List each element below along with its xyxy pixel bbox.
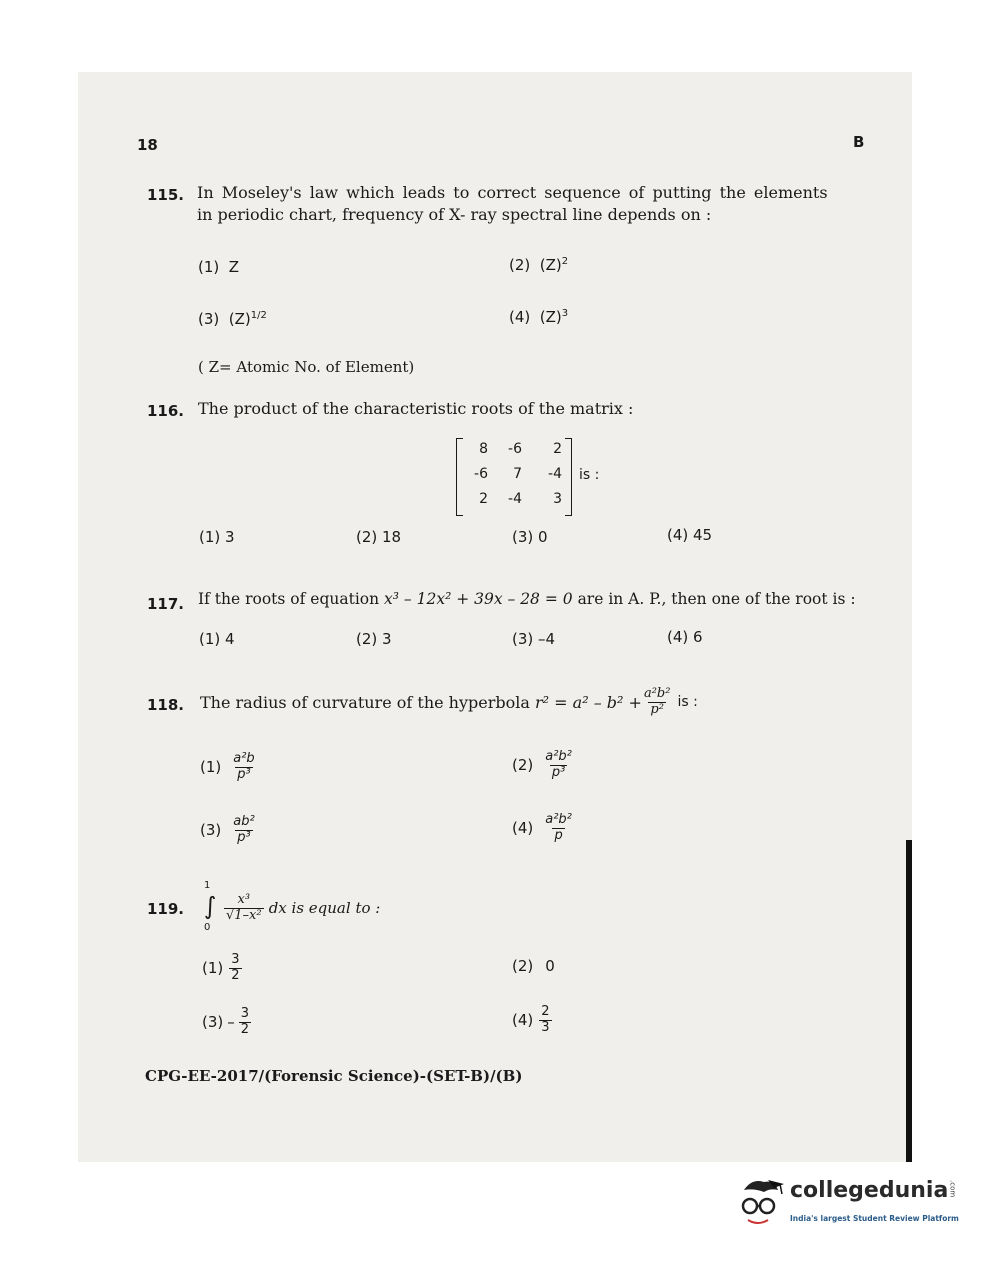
q118-option-1: (1) $\frac{\text{a²b}}{\text{p³}}$ <box>200 750 255 782</box>
q116-option-1: (1) 3 <box>199 528 235 546</box>
q117-option-2: (2) 3 <box>356 630 392 648</box>
exam-page <box>78 72 912 1162</box>
matrix-cell-2-1: -6 <box>474 466 488 482</box>
matrix-cell-1-3: 2 <box>553 441 562 457</box>
scan-edge <box>906 840 912 1162</box>
page-number: 18 <box>137 136 158 154</box>
question-number-118: 118. <box>147 696 185 714</box>
question-number-117: 117. <box>147 595 185 613</box>
matrix-right-bracket <box>565 438 572 516</box>
q118-option-3: (3) $\frac{\text{ab²}}{\text{p³}}$ <box>200 813 255 845</box>
question-117-text: If the roots of equation x³ – 12x² + 39x – 28 = 0 are in A. P., then one of the root is : <box>198 590 856 608</box>
q117-option-3: (3) –4 <box>512 630 556 648</box>
question-number-115: 115. <box>147 186 185 204</box>
footer-exam-code: CPG-EE-2017/(Forensic Science)-(SET-B)/(B) <box>145 1067 523 1085</box>
question-number-116: 116. <box>147 402 185 420</box>
q116-option-3: (3) 0 <box>512 528 548 546</box>
matrix-cell-2-3: -4 <box>548 466 562 482</box>
q115-note: ( Z= Atomic No. of Element) <box>198 358 415 376</box>
q115-option-4: (4) $(Z)^3$ <box>509 308 569 326</box>
brand-tagline: India's largest Student Review Platform <box>790 1214 959 1223</box>
question-116-text: The product of the characteristic roots of the matrix : <box>198 399 634 418</box>
question-118-text: The radius of curvature of the hyperbola r² = a² – b² + $\frac{\text{a²b²}}{\text{p²}}$ is : <box>200 685 698 717</box>
question-115-text-line2: in periodic chart, frequency of X- ray spectral line depends on : <box>197 205 712 224</box>
question-115-text-line1: In Moseley's law which leads to correct sequence of putting the elements <box>197 183 828 202</box>
q119-integrand: $\frac{\text{x³}}{\text{√1–x²}}$ dx is equal to : <box>226 891 381 923</box>
q115-option-2: (2) $(Z)^2$ <box>509 256 569 274</box>
q119-option-4: (4) $\frac{2}{3}$ <box>512 1003 550 1035</box>
q117-equation: x³ – 12x² + 39x – 28 = 0 <box>384 590 573 608</box>
matrix-cell-1-1: 8 <box>479 441 488 457</box>
q118-option-4: (4) $\frac{\text{a²b²}}{p}$ <box>512 811 572 843</box>
q119-option-1: (1) $\frac{3}{2}$ <box>202 951 240 983</box>
matrix-cell-2-2: 7 <box>513 466 522 482</box>
q115-option-3: (3) $(Z)^{1/2}$ <box>198 310 267 328</box>
q116-option-4: (4) 45 <box>667 526 713 544</box>
mascot-icon <box>734 1176 786 1228</box>
matrix-cell-1-2: -6 <box>508 441 522 457</box>
q115-option-1: (1) Z <box>198 258 240 276</box>
brand-name: collegedunia.com <box>790 1178 957 1203</box>
q118-option-2: (2) $\frac{\text{a²b²}}{\text{p³}}$ <box>512 748 572 780</box>
q118-equation-lhs: r² = a² – b² + <box>535 692 642 712</box>
q119-option-2: (2) 0 <box>512 957 555 975</box>
q116-option-2: (2) 18 <box>356 528 402 546</box>
q118-equation-fraction: $\frac{\text{a²b²}}{\text{p²}}$ <box>643 685 671 717</box>
matrix-cell-3-1: 2 <box>479 491 488 507</box>
matrix-cell-3-2: -4 <box>508 491 522 507</box>
matrix-suffix: is : <box>579 467 600 483</box>
question-number-119: 119. <box>147 900 185 918</box>
q119-integral-sign: 1 ∫ 0 <box>204 880 217 933</box>
q117-option-1: (1) 4 <box>199 630 235 648</box>
collegedunia-logo <box>734 1176 964 1232</box>
matrix-cell-3-3: 3 <box>553 491 562 507</box>
set-label: B <box>853 133 865 151</box>
q117-option-4: (4) 6 <box>667 628 703 646</box>
matrix <box>456 438 572 516</box>
q119-option-3: (3) – $\frac{3}{2}$ <box>202 1005 250 1037</box>
